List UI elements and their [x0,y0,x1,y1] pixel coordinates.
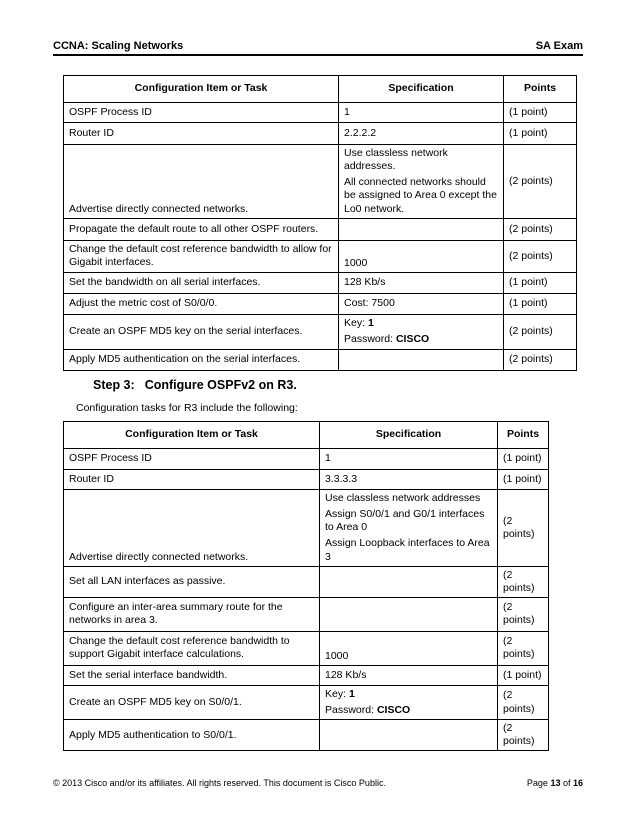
table-row [64,314,577,349]
task-cell: OSPF Process ID [64,103,339,123]
spec-cell [320,685,498,719]
r3-config-table [63,421,549,751]
column-header-task: Configuration Item or Task [64,76,339,103]
points-cell: (2 points) [504,145,577,219]
table-header-row [64,422,549,449]
points-cell: (2 points) [504,240,577,272]
points-cell: (2 points) [498,597,549,631]
task-cell: Apply MD5 authentication to S0/0/1. [64,720,320,751]
points-cell: (1 point) [504,103,577,123]
task-cell: Change the default cost reference bandwidth to support Gigabit interface calculations. [64,631,320,665]
spec-cell [339,314,504,349]
password-label: Password: [325,704,377,716]
password-value: CISCO [395,333,430,346]
task-cell: Set all LAN interfaces as passive. [64,566,320,597]
spec-cell [339,145,504,219]
spec-cell [320,597,498,631]
points-cell: (2 points) [498,685,549,719]
spec-cell: 128 Kb/s [320,665,498,685]
table-row [64,123,577,145]
table-row [64,240,577,272]
points-cell: (2 points) [504,349,577,370]
current-page: 13 [550,778,561,788]
table-row [64,720,549,751]
task-cell: Router ID [64,470,320,490]
copyright-text: © 2013 Cisco and/or its affiliates. All rights reserved. This document is Cisco Public. [53,778,386,788]
spec-line: Assign Loopback interfaces to Area 3 [325,537,490,563]
column-header-specification: Specification [320,422,498,449]
table-row [64,218,577,240]
step-heading [93,378,297,392]
total-pages: 16 [572,778,583,788]
points-cell: (1 point) [504,123,577,145]
points-cell: (1 point) [504,293,577,314]
task-cell: Set the serial interface bandwidth. [64,665,320,685]
spec-cell [339,349,504,370]
step-title: Configure OSPFv2 on R3. [144,378,297,392]
spec-line-key [344,317,498,330]
spec-cell: 3.3.3.3 [320,470,498,490]
column-header-points: Points [498,422,549,449]
points-cell: (2 points) [498,566,549,597]
spec-cell [339,218,504,240]
table-row [64,665,549,685]
step-number: Step 3: [93,378,135,392]
table-row [64,349,577,370]
points-cell: (2 points) [504,314,577,349]
points-cell: (2 points) [498,631,549,665]
of-label: of [560,778,573,788]
table-row [64,685,549,719]
points-cell: (2 points) [498,720,549,751]
header-exam-title: SA Exam [535,40,583,52]
column-header-points: Points [504,76,577,103]
task-cell: Apply MD5 authentication on the serial interfaces. [64,349,339,370]
spec-cell: 1 [320,449,498,470]
spec-cell [320,490,498,567]
r2-config-table [63,75,577,371]
spec-cell: 2.2.2.2 [339,123,504,145]
task-cell: Router ID [64,123,339,145]
table-row [64,103,577,123]
spec-cell: 1000 [320,631,498,665]
task-cell: Change the default cost reference bandwidth to allow for Gigabit interfaces. [64,240,339,272]
table-row [64,272,577,293]
spec-line-password [325,704,492,717]
spec-line: Use classless network addresses. [344,147,448,173]
spec-cell [320,566,498,597]
task-cell: Configure an inter-area summary route for the networks in area 3. [64,597,320,631]
table-row [64,145,577,219]
key-value: 1 [367,317,374,329]
points-cell: (2 points) [498,490,549,567]
spec-cell: 1000 [339,240,504,272]
table-row [64,490,549,567]
table-row [64,449,549,470]
header-course-title: CCNA: Scaling Networks [53,40,184,52]
table-row [64,631,549,665]
points-cell: (1 point) [498,665,549,685]
spec-line-password [344,333,498,346]
page-number [527,778,583,788]
points-cell: (1 point) [498,449,549,470]
task-cell: Adjust the metric cost of S0/0/0. [64,293,339,314]
task-cell: Advertise directly connected networks. [64,145,339,219]
task-cell: Propagate the default route to all other OSPF routers. [64,218,339,240]
spec-line: All connected networks should be assigned to Area 0 except the Lo0 network. [344,176,497,215]
password-label: Password: [344,333,396,346]
key-label: Key: [325,687,349,700]
page-header [53,38,583,56]
column-header-task: Configuration Item or Task [64,422,320,449]
points-cell: (2 points) [504,218,577,240]
table-row [64,566,549,597]
spec-line: Assign S0/0/1 and G0/1 interfaces to Area 0 [325,508,485,534]
table-row [64,470,549,490]
task-cell: Advertise directly connected networks. [64,490,320,567]
spec-cell: 128 Kb/s [339,272,504,293]
spec-cell [320,720,498,751]
points-cell: (1 point) [504,272,577,293]
column-header-specification: Specification [339,76,504,103]
task-cell: Set the bandwidth on all serial interfaces. [64,272,339,293]
task-cell: OSPF Process ID [64,449,320,470]
password-value: CISCO [376,704,411,716]
intro-text: Configuration tasks for R3 include the following: [76,402,298,414]
task-cell: Create an OSPF MD5 key on S0/0/1. [64,685,320,719]
spec-cell: Cost: 7500 [339,293,504,314]
table-header-row [64,76,577,103]
spec-line: Use classless network addresses [325,492,481,504]
spec-cell: 1 [339,103,504,123]
key-value: 1 [348,687,355,700]
table-row [64,293,577,314]
points-cell: (1 point) [498,470,549,490]
key-label: Key: [344,317,368,329]
page-label: Page [526,778,551,788]
table-row [64,597,549,631]
task-cell: Create an OSPF MD5 key on the serial interfaces. [64,314,339,349]
spec-line-key [325,688,492,701]
